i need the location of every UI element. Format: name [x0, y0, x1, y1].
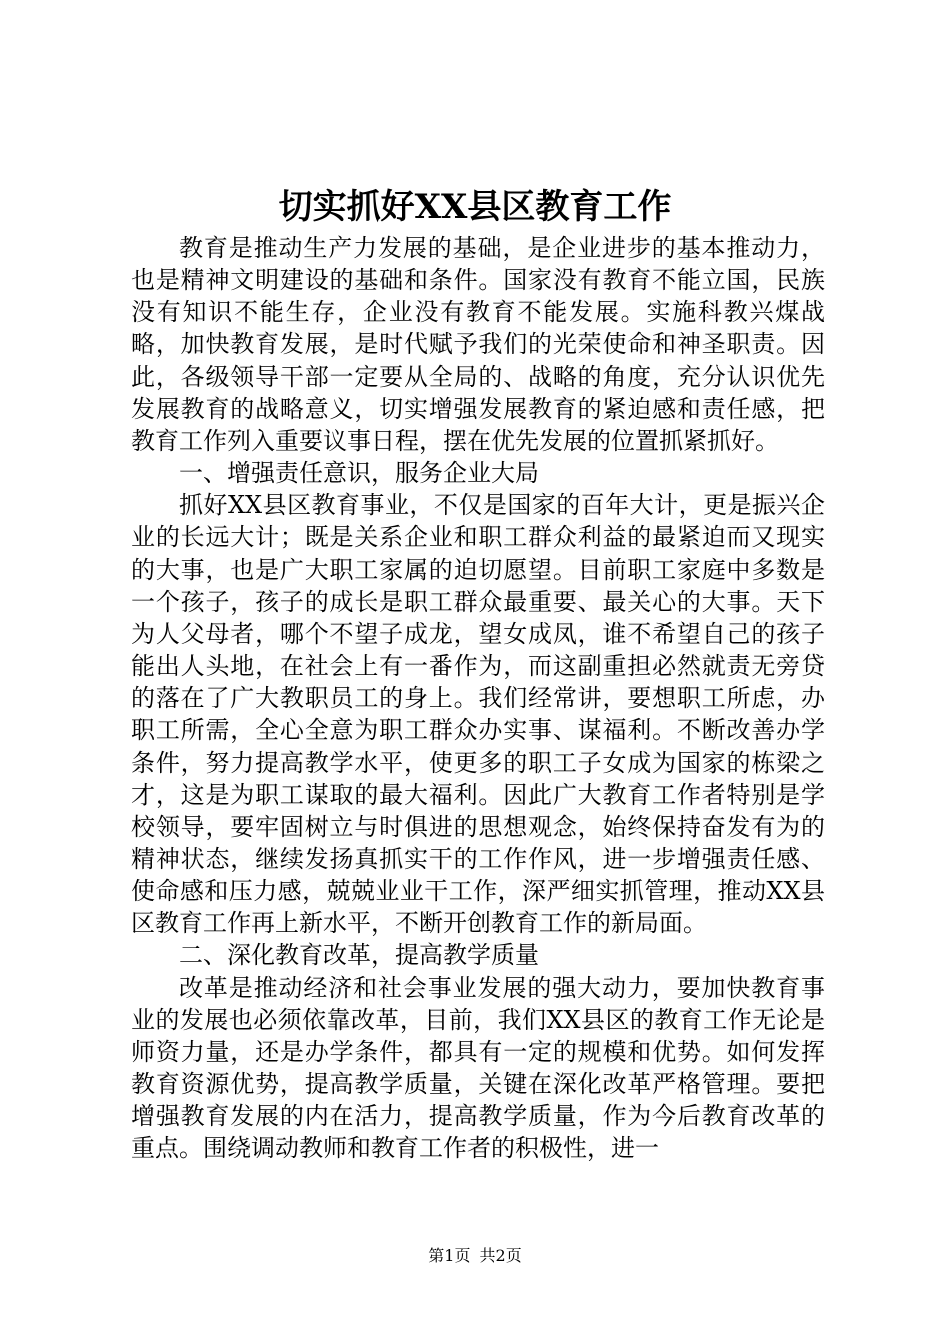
page-footer — [0, 1246, 950, 1266]
section-heading-2: 二、深化教育改革，提高教学质量 — [179, 941, 539, 970]
page-total: 共2页 — [479, 1246, 522, 1265]
document-body — [131, 232, 825, 1165]
section-heading-1: 一、增强责任意识，服务企业大局 — [179, 459, 539, 488]
page-number: 第1页 — [428, 1246, 471, 1265]
paragraph-section-1: 抓好XX县区教育事业，不仅是国家的百年大计，更是振兴企业的长远大计；既是关系企业和职工群众利益的最紧迫而又现实的大事，也是广大职工家属的迫切愿望。目前职工家庭中多数是一个孩子，孩子的成长是职工群众最重要、最关心的大事。天下为人父母者，哪个不望子成龙，望女成凤，谁不希望自己的孩子能出人头地，在社会上有一番作为，而这副重担必然就责无旁贷的落在了广大教职员工的身上。我们经常讲，要想职工所虑，办职工所需，全心全意为职工群众办实事、谋福利。不断改善办学条件，努力提高教学水平，使更多的职工子女成为国家的栋梁之才，这是为职工谋取的最大福利。因此广大教育工作者特别是学校领导，要牢固树立与时俱进的思想观念，始终保持奋发有为的精神状态，继续发扬真抓实干的工作作风，进一步增强责任感、使命感和压力感，兢兢业业干工作，深严细实抓管理，推动XX县区教育工作再上新水平，不断开创教育工作的新局面。 — [131, 491, 825, 938]
paragraph-section-2: 改革是推动经济和社会事业发展的强大动力，要加快教育事业的发展也必须依靠改革，目前，我们XX县区的教育工作无论是师资力量，还是办学条件，都具有一定的规模和优势。如何发挥教育资源优势，提高教学质量，关键在深化改革严格管理。要把增强教育发展的内在活力，提高教学质量，作为今后教育改革的重点。围绕调动教师和教育工作者的积极性，进一 — [131, 973, 825, 1163]
document-title: 切实抓好XX县区教育工作 — [278, 187, 672, 227]
paragraph-intro: 教育是推动生产力发展的基础，是企业进步的基本推动力，也是精神文明建设的基础和条件。国家没有教育不能立国，民族没有知识不能生存，企业没有教育不能发展。实施科教兴煤战略，加快教育发展，是时代赋予我们的光荣使命和神圣职责。因此，各级领导干部一定要从全局的、战略的角度，充分认识优先发展教育的战略意义，切实增强发展教育的紧迫感和责任感，把教育工作列入重要议事日程，摆在优先发展的位置抓紧抓好。 — [131, 234, 825, 455]
